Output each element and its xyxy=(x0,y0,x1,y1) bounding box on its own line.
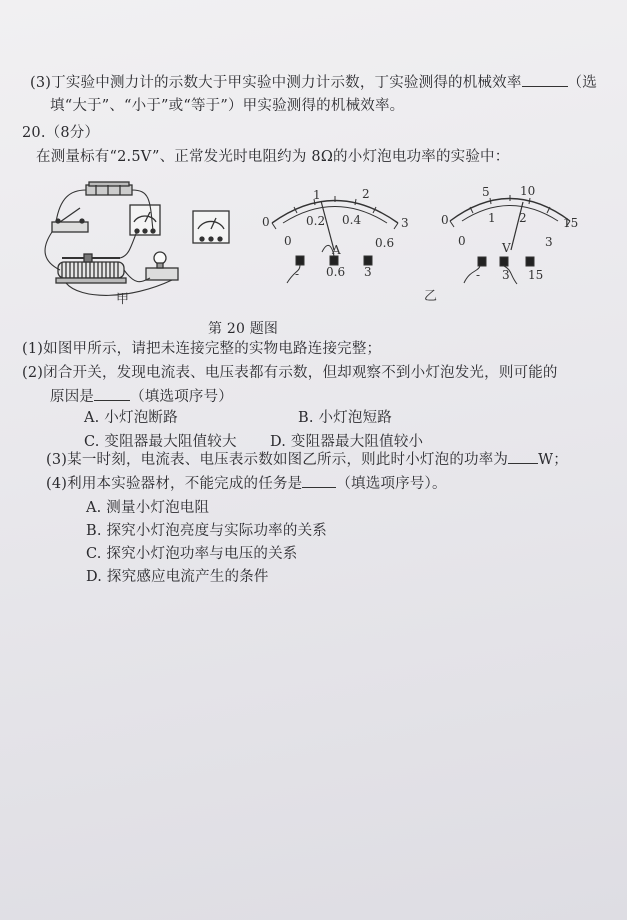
q20-part4-option-d: D. 探究感应电流产生的条件 xyxy=(86,569,269,585)
figure-caption: 第 20 题图 xyxy=(208,321,279,337)
q20-part2-line1: (2)闭合开关，发现电流表、电压表都有示数，但却观察不到小灯泡发光，则可能的 xyxy=(22,365,558,381)
ammeter-bottom-tick: 0 xyxy=(284,234,292,248)
voltmeter-bottom-tick: 1 xyxy=(488,211,496,225)
q19-part3-line1: (3)丁实验中测力计的示数大于甲实验中测力计示数，丁实验测得的机械效率 （选 xyxy=(30,71,597,92)
voltmeter-top-tick: 10 xyxy=(520,184,536,198)
voltmeter-bottom-tick: 3 xyxy=(545,235,553,249)
ammeter-top-tick: 2 xyxy=(362,187,370,201)
ammeter-terminal-label: - xyxy=(295,267,300,281)
q20-part2-answer-blank[interactable] xyxy=(94,386,130,401)
q20-part4: (4)利用本实验器材，不能完成的任务是 （填选项序号）。 xyxy=(46,472,447,493)
q20-part4-option-b: B. 探究小灯泡亮度与实际功率的关系 xyxy=(86,523,327,539)
q20-part3-answer-blank[interactable] xyxy=(508,449,538,464)
q20-part2-line2: 原因是 （填选项序号） xyxy=(50,385,233,406)
q20-part2-option-b: B. 小灯泡短路 xyxy=(298,410,392,426)
ammeter-top-tick: 3 xyxy=(401,216,409,230)
circuit-diagram-jia xyxy=(45,182,229,295)
ammeter-terminal-label: 3 xyxy=(364,265,372,279)
voltmeter-top-tick: 5 xyxy=(482,185,490,199)
rheostat-icon xyxy=(56,254,126,283)
voltmeter-bottom-tick: 2 xyxy=(519,211,527,225)
ammeter-bottom-tick: 0.6 xyxy=(375,236,395,250)
q20-part2-option-d: D. 变阻器最大阻值较小 xyxy=(270,434,424,450)
q20-part1: (1)如图甲所示，请把未连接完整的实物电路连接完整； xyxy=(22,341,382,357)
battery-icon xyxy=(86,182,132,195)
switch-icon xyxy=(52,208,88,232)
q20-part3: (3)某一时刻，电流表、电压表示数如图乙所示，则此时小灯泡的功率为 W； xyxy=(46,448,568,469)
q20-part4-option-a: A. 测量小灯泡电阻 xyxy=(86,500,210,516)
q20-intro: 在测量标有“2.5V”、正常发光时电阻约为 8Ω的小灯泡电功率的实验中： xyxy=(36,149,510,165)
ammeter-terminal-label: 0.6 xyxy=(326,265,346,279)
voltmeter-unit: V xyxy=(502,241,511,255)
voltmeter-terminal-label: 15 xyxy=(528,268,544,282)
ammeter-bottom-tick: 0.4 xyxy=(342,213,362,227)
question-number: 20. xyxy=(22,125,46,141)
q19-part3-line2: 填“大于”、“小于”或“等于”）甲实验测得的机械效率。 xyxy=(50,98,405,114)
question-score: （8分） xyxy=(45,125,100,141)
ammeter-top-tick: 0 xyxy=(262,215,270,229)
voltmeter-terminal-label: - xyxy=(476,268,481,282)
voltmeter-icon xyxy=(193,211,229,243)
ammeter-top-tick: 1 xyxy=(313,188,321,202)
lamp-icon xyxy=(146,252,178,280)
ammeter-unit: A xyxy=(332,243,341,257)
q20-part2-option-a: A. 小灯泡断路 xyxy=(84,410,178,426)
voltmeter-bottom-tick: 0 xyxy=(458,234,466,248)
q20-part4-answer-blank[interactable] xyxy=(302,473,336,488)
figure-label-yi: 乙 xyxy=(424,289,438,304)
q20-part4-option-c: C. 探究小灯泡功率与电压的关系 xyxy=(86,546,298,562)
q20-part2-option-c: C. 变阻器最大阻值较大 xyxy=(84,434,237,450)
voltmeter-top-tick: 0 xyxy=(441,213,449,227)
voltmeter-terminal-label: 3 xyxy=(502,268,510,282)
ammeter-icon xyxy=(130,205,160,235)
voltmeter-needle xyxy=(511,202,523,250)
figure-label-jia: 甲 xyxy=(116,292,130,307)
voltmeter-top-tick: 15 xyxy=(563,216,579,230)
ammeter-bottom-tick: 0.2 xyxy=(306,214,326,228)
